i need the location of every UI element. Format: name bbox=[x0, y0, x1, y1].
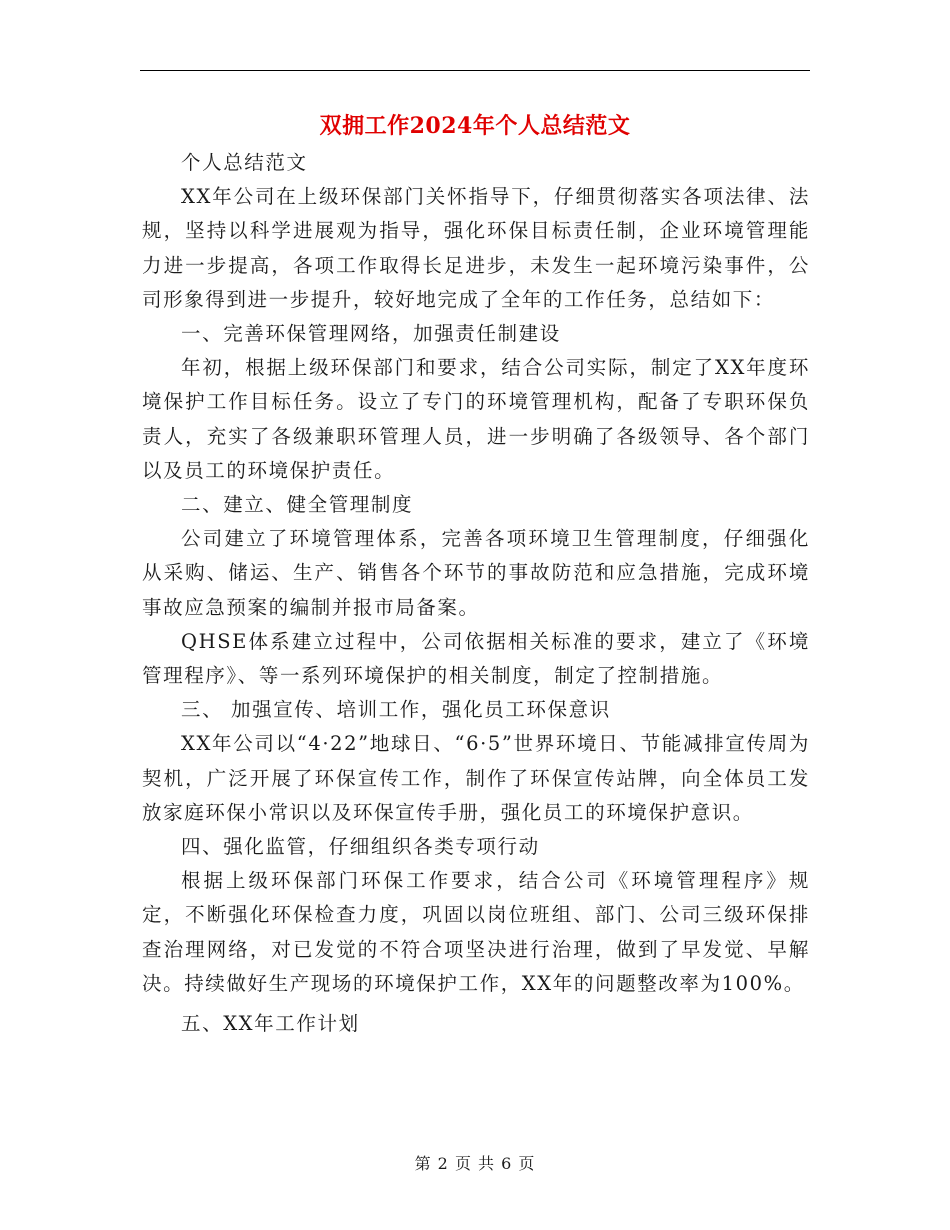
body-paragraph: QHSE体系建立过程中，公司依据相关标准的要求，建立了《环境管理程序》、等一系列环境保护的相关制度，制定了控制措施。 bbox=[142, 629, 810, 688]
body-paragraph: 年初，根据上级环保部门和要求，结合公司实际，制定了XX年度环境保护工作目标任务。设立了专门的环境管理机构，配备了专职环保负责人，充实了各级兼职环管理人员，进一步明确了各级领导、各个部门以及员工的环境保护责任。 bbox=[142, 356, 810, 482]
subtitle-paragraph: 个人总结范文 bbox=[181, 151, 308, 174]
document-title: 双拥工作2024年个人总结范文 bbox=[319, 113, 631, 139]
intro-paragraph: XX年公司在上级环保部门关怀指导下，仔细贯彻落实各项法律、法规，坚持以科学进展观为指导，强化环保目标责任制，企业环境管理能力进一步提高，各项工作取得长足进步，未发生一起环境污染事件，公司形象得到进一步提升，较好地完成了全年的工作任务，总结如下： bbox=[142, 185, 810, 311]
section-heading-4: 四、强化监管，仔细组织各类专项行动 bbox=[181, 835, 540, 859]
section-heading-2: 二、建立、健全管理制度 bbox=[181, 493, 414, 517]
body-paragraph: 根据上级环保部门环保工作要求，结合公司《环境管理程序》规定，不断强化环保检查力度，巩固以岗位班组、部门、公司三级环保排查治理网络，对已发觉的不符合项坚决进行治理，做到了早发觉、早解决。持续做好生产现场的环境保护工作，XX年的问题整改率为100%。 bbox=[142, 869, 810, 995]
section-heading-3: 三、 加强宣传、培训工作，强化员工环保意识 bbox=[181, 698, 611, 722]
body-paragraph: 公司建立了环境管理体系，完善各项环境卫生管理制度，仔细强化从采购、储运、生产、销售各个环节的事故防范和应急措施，完成环境事故应急预案的编制并报市局备案。 bbox=[142, 527, 810, 619]
document-body bbox=[142, 146, 810, 1041]
header-rule bbox=[140, 70, 810, 71]
section-heading-1: 一、完善环保管理网络，加强责任制建设 bbox=[181, 322, 561, 346]
body-paragraph: XX年公司以“4·22”地球日、“6·5”世界环境日、节能减排宣传周为契机，广泛开展了环保宣传工作，制作了环保宣传站牌，向全体员工发放家庭环保小常识以及环保宣传手册，强化员工的环境保护意识。 bbox=[142, 732, 810, 824]
section-heading-5: 五、XX年工作计划 bbox=[181, 1012, 360, 1036]
page-number: 第 2 页 共 6 页 bbox=[414, 1154, 536, 1173]
